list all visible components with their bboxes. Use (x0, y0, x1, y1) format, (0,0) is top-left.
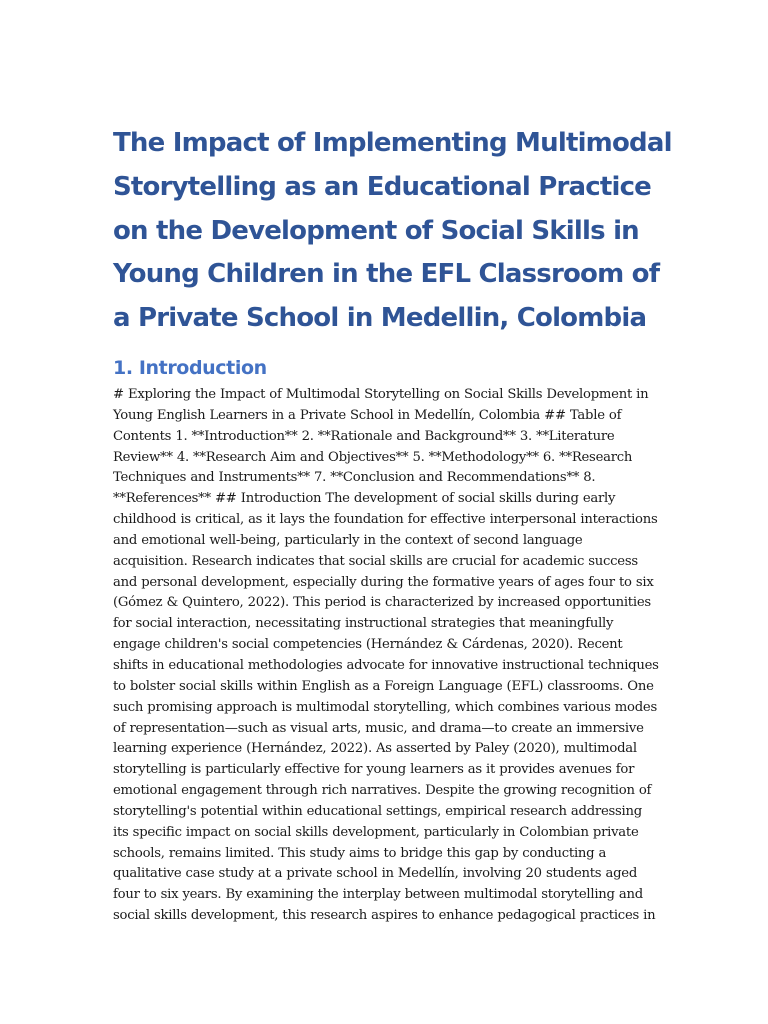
document-title: The Impact of Implementing Multimodal Storytelling as an Educational Practice on the Development of Social Skills in Young Children in the EFL Classroom of a Private School in Medellin, Colombia (113, 128, 672, 333)
introduction-paragraph: # Exploring the Impact of Multimodal Storytelling on Social Skills Development in Young English Learners in a Private School in Medellín, Colombia ## Table of Contents 1. **Introduction** 2. **Rationale and Background** 3. **Literature Review** 4. **Research Aim and Objectives** 5. **Methodology** 6. **Research Techniques and Instruments** 7. **Conclusion and Recommendations** 8. **References** ## Introduction The development of social skills during early childhood is critical, as it lays the foundation for effective interpersonal interactions and emotional well-being, particularly in the context of second language acquisition. Research indicates that social skills are crucial for academic success and personal development, especially during the formative years of ages four to six (Gómez & Quintero, 2022). This period is characterized by increased opportunities for social interaction, necessitating instructional strategies that meaningfully engage children's social competencies (Hernández & Cárdenas, 2020). Recent shifts in educational methodologies advocate for innovative instructional techniques to bolster social skills within English as a Foreign Language (EFL) classrooms. One such promising approach is multimodal storytelling, which combines various modes of representation—such as visual arts, music, and drama—to create an immersive learning experience (Hernández, 2022). As asserted by Paley (2020), multimodal storytelling is particularly effective for young learners as it provides avenues for emotional engagement through rich narratives. Despite the growing recognition of storytelling's potential within educational settings, empirical research addressing its specific impact on social skills development, particularly in Colombian private schools, remains limited. This study aims to bridge this gap by conducting a qualitative case study at a private school in Medellín, involving 20 students aged four to six years. By examining the interplay between multimodal storytelling and social skills development, this research aspires to enhance pedagogical practices in (113, 387, 659, 924)
section-heading-introduction: 1. Introduction (113, 357, 267, 379)
